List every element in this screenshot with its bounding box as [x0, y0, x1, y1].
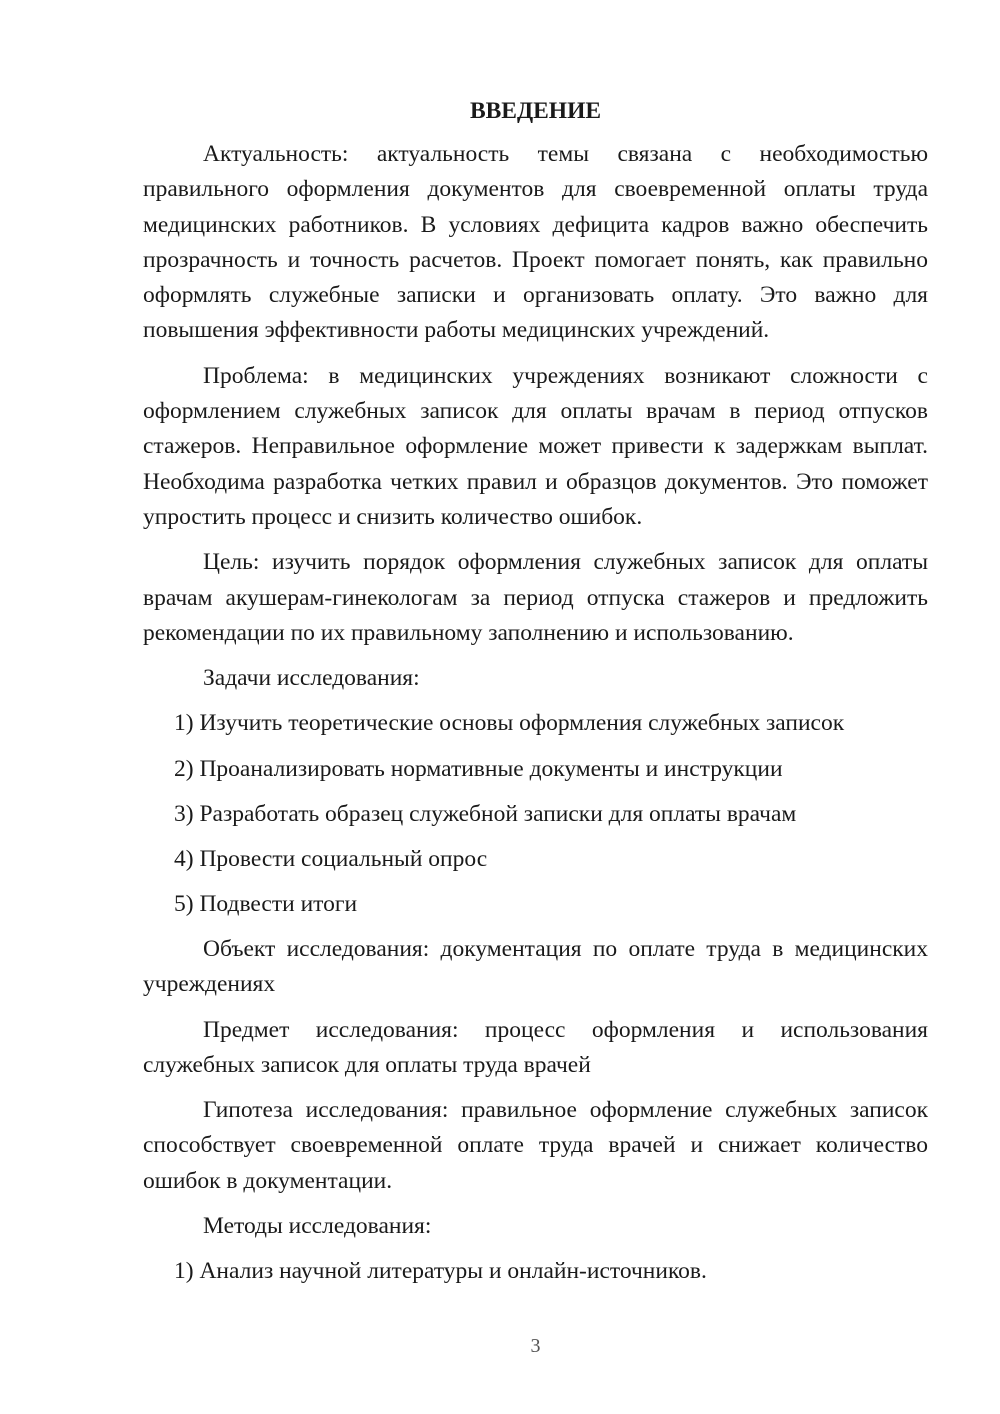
page-content [143, 96, 928, 1299]
task-item-5: 5) Подвести итоги [174, 890, 358, 917]
methods-list [143, 1254, 928, 1289]
paragraph-problem: Проблема: в медицинских учреждениях возникают сложности с оформлением служебных записок для оплаты врачам в период отпусков стажеров. Неправильное оформление может привести к задержкам выплат. Необходима разработка четких правил и образцов документов. Это поможет упростить процесс и снизить количество ошибок. [143, 362, 928, 530]
methods-heading: Методы исследования: [203, 1213, 432, 1239]
tasks-list [143, 706, 928, 922]
page-number: 3 [530, 1335, 541, 1357]
task-item-4: 4) Провести социальный опрос [174, 845, 488, 872]
task-item-3: 3) Разработать образец служебной записки для оплаты врачам [174, 800, 797, 827]
paragraph-goal: Цель: изучить порядок оформления служебных записок для оплаты врачам акушерам-гинекологам за период отпуска стажеров и предложить рекомендации по их правильному заполнению и использованию. [143, 549, 928, 646]
paragraph-subject: Предмет исследования: процесс оформления и использования служебных записок для оплаты труда врачей [143, 1016, 928, 1078]
task-item-2: 2) Проанализировать нормативные документы и инструкции [174, 755, 783, 782]
section-title: ВВЕДЕНИЕ [469, 98, 602, 124]
paragraph-relevance: Актуальность: актуальность темы связана с необходимостью правильного оформления документов для своевременной оплаты труда медицинских работников. В условиях дефицита кадров важно обеспечить прозрачность и точность расчетов. Проект помогает понять, как правильно оформлять служебные записки и организовать оплату. Это важно для повышения эффективности работы медицинских учреждений. [143, 141, 928, 344]
tasks-heading: Задачи исследования: [203, 665, 420, 692]
paragraph-hypothesis: Гипотеза исследования: правильное оформление служебных записок способствует своевременной оплате труда врачей и снижает количество ошибок в документации. [143, 1097, 928, 1194]
method-item-1: 1) Анализ научной литературы и онлайн-источников. [174, 1258, 707, 1285]
task-item-1: 1) Изучить теоретические основы оформления служебных записок [174, 710, 845, 737]
paragraph-object: Объект исследования: документация по оплате труда в медицинских учреждениях [143, 935, 928, 998]
